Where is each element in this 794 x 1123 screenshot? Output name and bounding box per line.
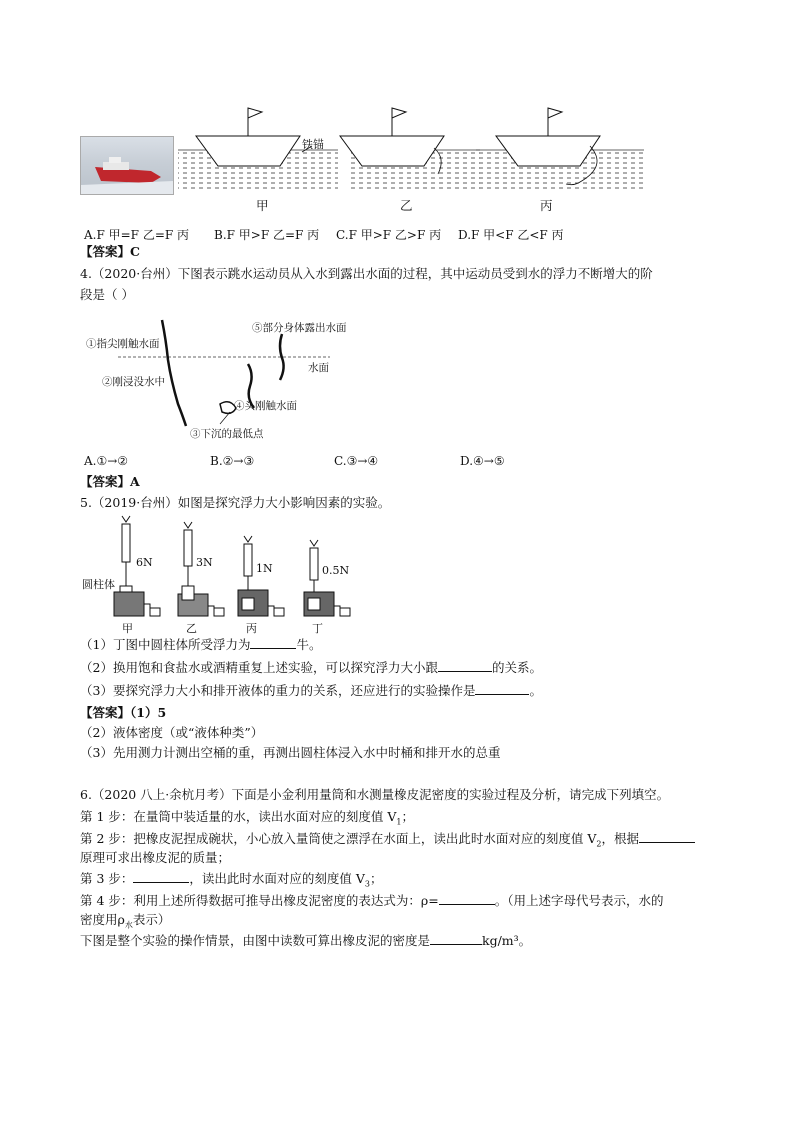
q6-step2-text-b: ，根据 (601, 831, 640, 846)
q5-sub2-end: 的关系。 (491, 660, 542, 675)
scale-reading-1: 6N (136, 556, 153, 569)
q5-sub3 (80, 682, 542, 700)
scale-reading-3: 1N (256, 562, 273, 575)
q4-stem-line1: 4.（2020·台州）下图表示跳水运动员从入水到露出水面的过程，其中运动员受到水的浮力不断增大的阶 (80, 266, 653, 281)
water-surface-label: 水面 (308, 362, 329, 374)
q6-step1 (80, 808, 414, 832)
ship-photo (80, 136, 174, 195)
q6-step4-text-b: 。（用上述字母代号表示，水的 (494, 893, 664, 908)
q6-final-text: 下图是整个实验的操作情景，由图中读数可算出橡皮泥的密度是 (80, 933, 431, 948)
q6-step1-text: 第 1 步：在量筒中装适量的水，读出水面对应的刻度值 V (80, 809, 397, 824)
scale-reading-2: 3N (196, 556, 213, 569)
ship-label-jia: 甲 (256, 198, 269, 213)
q6-final (80, 932, 531, 950)
q5-sub3-text: （3）要探究浮力大小和排开液体的重力的关系，还应进行的实验操作是 (80, 683, 476, 698)
cylinder-label: 圆柱体 (82, 578, 115, 591)
q6-step4-sub: 水 (124, 920, 133, 930)
q4-option-b: B.②→③ (210, 454, 255, 468)
q3-option-a: A.F 甲=F 乙=F 丙 (84, 228, 190, 242)
setup-label-jia: 甲 (122, 622, 133, 635)
diver-label-3: ③下沉的最低点 (190, 428, 264, 440)
q3-figure (78, 106, 718, 226)
q6-step2-blank[interactable] (639, 830, 695, 843)
q6-step4-blank[interactable] (439, 892, 495, 905)
q6-final-blank[interactable] (430, 932, 482, 945)
q6-stem: 6.（2020 八上·余杭月考）下面是小金利用量筒和水测量橡皮泥密度的实验过程及分析，请完成下列填空。 (80, 787, 670, 802)
q5-sub1-text: （1）丁图中圆柱体所受浮力为 (80, 637, 251, 652)
q5-stem: 5.（2019·台州）如图是探究浮力大小影响因素的实验。 (80, 495, 391, 510)
q4-figure (80, 312, 380, 444)
q5-answer: 【答案】（1）5 (80, 705, 167, 720)
anchor-label: 铁锚 (302, 138, 324, 151)
q6-step4-end: 表示） (132, 912, 171, 927)
diver-label-1: ①指尖刚触水面 (86, 338, 160, 350)
q4-option-d: D.④→⑤ (460, 454, 505, 468)
setup-label-ding: 丁 (312, 622, 323, 635)
q5-figure (80, 514, 360, 636)
q6-step1-sub: 1 (396, 817, 402, 827)
q5-sub2 (80, 659, 542, 677)
q4-stem-line2: 段是（ ） (80, 287, 134, 302)
q6-step2-cont: 原理可求出橡皮泥的质量； (80, 850, 231, 865)
q4-answer: 【答案】A (80, 474, 140, 489)
q6-step3-blank[interactable] (133, 870, 189, 883)
q6-step4-text: 第 4 步：利用上述所得数据可推导出橡皮泥密度的表达式为：ρ= (80, 893, 439, 908)
q6-step1-end: ； (401, 809, 415, 824)
diver-label-4: ④头刚触水面 (234, 400, 297, 412)
q3-option-c: C.F 甲>F 乙>F 丙 (336, 228, 442, 242)
q6-step3-sub: 3 (364, 879, 371, 889)
q3-answer: 【答案】C (80, 244, 140, 259)
q5-sub1 (80, 636, 321, 654)
q5-sub1-unit: 牛。 (296, 637, 322, 652)
q6-step3 (80, 870, 383, 894)
q6-step2-sub: 2 (596, 839, 602, 849)
q5-sub3-blank[interactable] (475, 682, 529, 695)
q6-step3-end: ； (370, 871, 383, 886)
ship-label-bing: 丙 (540, 198, 553, 213)
q4-option-a: A.①→② (84, 454, 129, 468)
diver-label-5: ⑤部分身体露出水面 (252, 322, 347, 334)
q5-sub2-text: （2）换用饱和食盐水或酒精重复上述实验，可以探究浮力大小跟 (80, 660, 438, 675)
q5-answer-3: （3）先用测力计测出空桶的重，再测出圆柱体浸入水中时桶和排开水的总重 (80, 745, 501, 760)
q4-option-c: C.③→④ (334, 454, 379, 468)
q5-sub3-end: 。 (529, 683, 542, 698)
q6-step2-text: 第 2 步：把橡皮泥捏成碗状，小心放入量筒使之漂浮在水面上，读出此时水面对应的刻度值 V (80, 831, 597, 846)
q6-step4 (80, 892, 664, 910)
diver-label-2: ②刚浸没水中 (102, 376, 165, 388)
setup-label-yi: 乙 (186, 622, 197, 635)
q3-option-d: D.F 甲<F 乙<F 丙 (458, 228, 564, 242)
q5-answer-2: （2）液体密度（或“液体种类”） (80, 725, 264, 740)
q6-step3-text: 第 3 步： (80, 871, 134, 886)
q6-step4-rho: 密度用ρ (80, 912, 125, 927)
spring-scale-diagrams (80, 514, 360, 636)
q6-step4-cont (80, 911, 170, 935)
q5-sub2-blank[interactable] (438, 659, 492, 672)
q5-sub1-blank[interactable] (250, 636, 296, 649)
q6-step3-text-b: ，读出此时水面对应的刻度值 V (189, 871, 365, 886)
q3-option-b: B.F 甲>F 乙=F 丙 (214, 228, 320, 242)
scale-reading-4: 0.5N (322, 564, 350, 577)
ship-label-yi: 乙 (400, 198, 413, 213)
q6-final-unit: kg/m³。 (482, 933, 532, 948)
setup-label-bing: 丙 (246, 622, 257, 635)
ship-photo-icon (81, 137, 173, 194)
